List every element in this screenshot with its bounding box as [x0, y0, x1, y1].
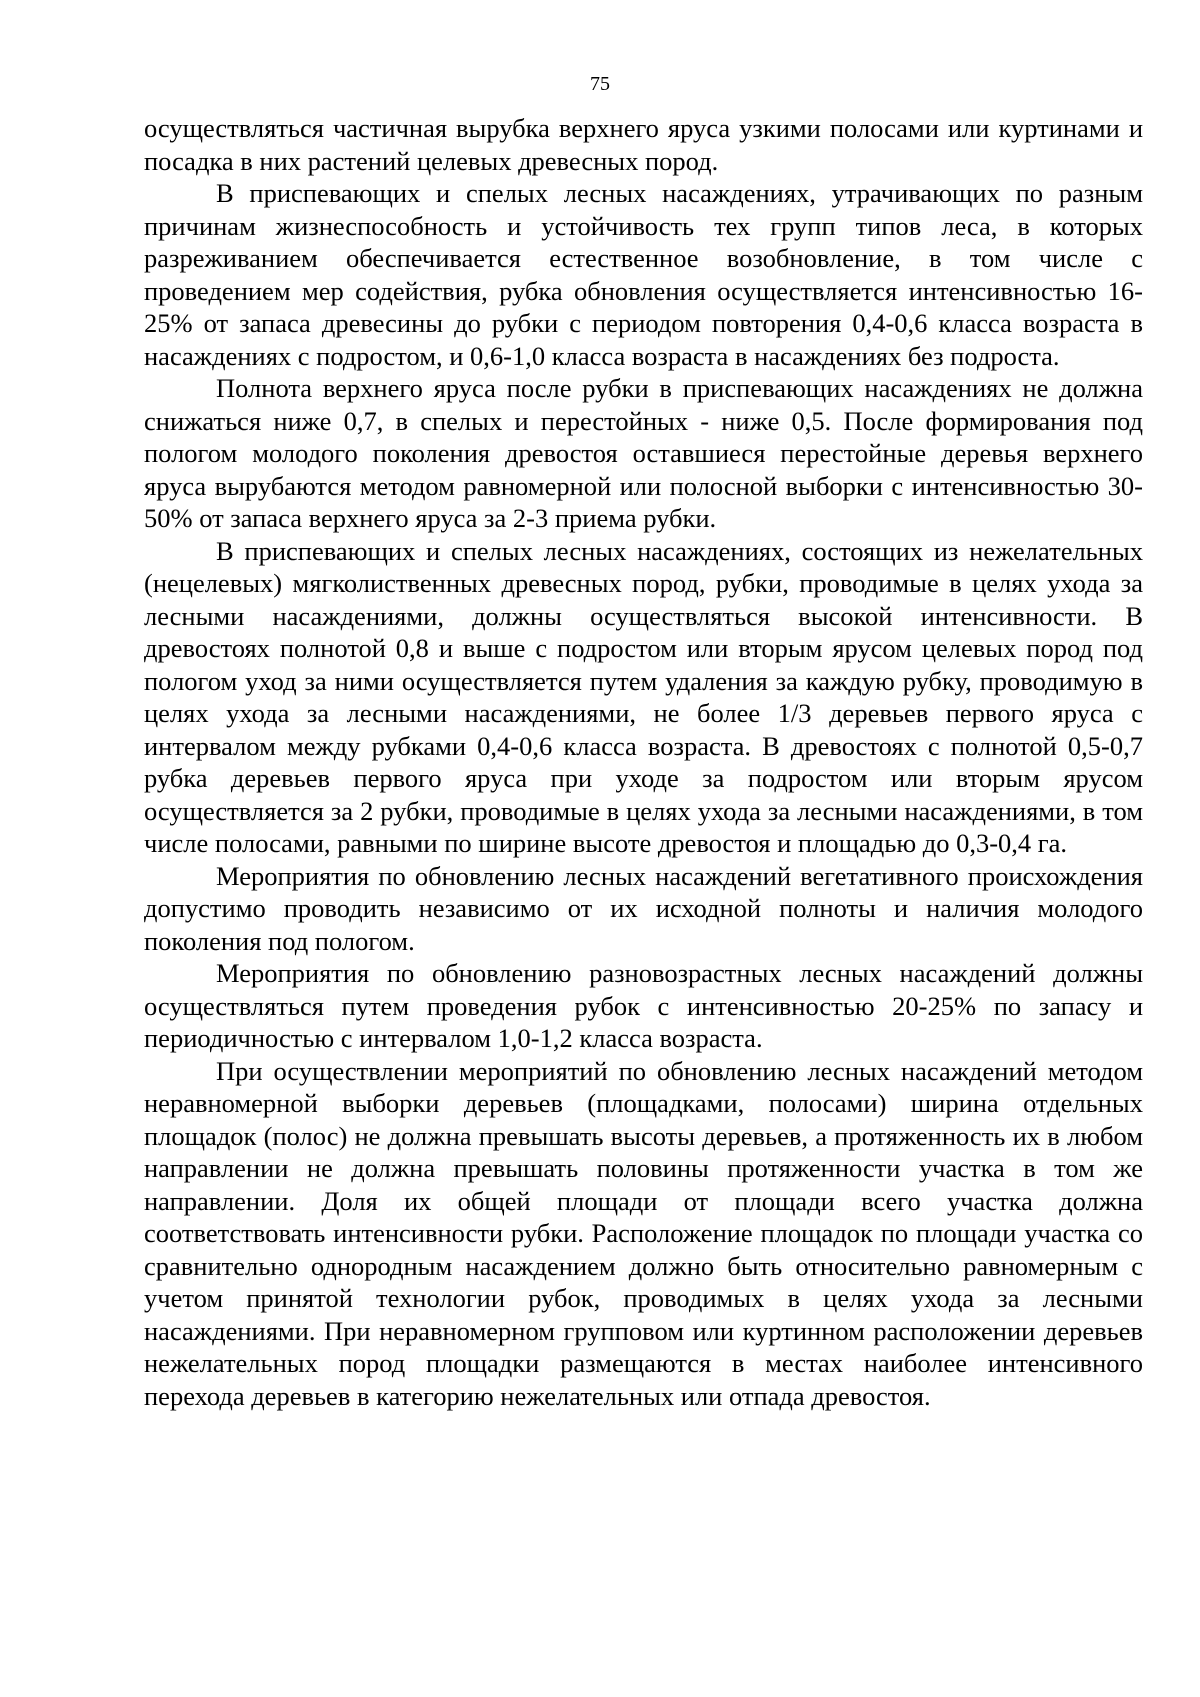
paragraph-vegetative-origin: Мероприятия по обновлению лесных насаждений вегетативного происхождения допустимо проводить независимо от их исходной полноты и наличия молодого поколения под пологом. [144, 860, 1143, 956]
paragraph-continuation: осуществляться частичная вырубка верхнего яруса узкими полосами или куртинами и посадка в них растений целевых древесных пород. [144, 113, 1143, 176]
paragraph-upper-tier-density: Полнота верхнего яруса после рубки в приспевающих насаждениях не должна снижаться ниже 0,7, в спелых и перестойных - ниже 0,5. После формирования под пологом молодого поколения древостоя оставшиеся перестойные деревья верхнего яруса вырубаются методом равномерной или полосной выборки с интенсивностью 30-50% от запаса верхнего яруса за 2-3 приема рубки. [144, 373, 1143, 533]
paragraph-renewal-felling-intensity: В приспевающих и спелых лесных насаждениях, утрачивающих по разным причинам жизнеспособность и устойчивость тех групп типов леса, в которых разреживанием обеспечивается естественное возобновление, в том числе с проведением мер содействия, рубка обновления осуществляется интенсивностью 16-25% от запаса древесины до рубки с периодом повторения 0,4-0,6 класса возраста в насаждениях с подростом, и 0,6-1,0 класса возраста в насаждениях без подроста. [144, 178, 1143, 371]
paragraph-uneven-aged-stands: Мероприятия по обновлению разновозрастных лесных насаждений должны осуществляться путем проведения рубок с интенсивностью 20-25% по запасу и периодичностью с интервалом 1,0-1,2 класса возраста. [144, 958, 1143, 1053]
paragraph-uneven-selection-method: При осуществлении мероприятий по обновлению лесных насаждений методом неравномерной выборки деревьев (площадками, полосами) ширина отдельных площадок (полос) не должна превышать высоты деревьев, а протяженность их в любом направлении не должна превышать половины протяженности участка в том же направлении. Доля их общей площади от площади всего участка должна соответствовать интенсивности рубки. Расположение площадок по площади участка со сравнительно однородным насаждением должно быть относительно равномерным с учетом принятой технологии рубок, проводимых в целях ухода за лесными насаждениями. При неравномерном групповом или куртинном расположении деревьев нежелательных пород площадки размещаются в местах наиболее интенсивного перехода деревьев в категорию нежелательных или отпада древостоя. [144, 1055, 1143, 1411]
page-number: 75 [590, 73, 610, 95]
paragraph-softwood-stands: В приспевающих и спелых лесных насаждениях, состоящих из нежелательных (нецелевых) мягколиственных древесных пород, рубки, проводимые в целях ухода за лесными насаждениями, должны осуществляться высокой интенсивности. В древостоях полнотой 0,8 и выше с подростом или вторым ярусом целевых пород под пологом уход за ними осуществляется путем удаления за каждую рубку, проводимую в целях ухода за лесными насаждениями, не более 1/3 деревьев первого яруса с интервалом между рубками 0,4-0,6 класса возраста. В древостоях с полнотой 0,5-0,7 рубка деревьев первого яруса при уходе за подростом или вторым ярусом осуществляется за 2 рубки, проводимые в целях ухода за лесными насаждениями, в том числе полосами, равными по ширине высоте древостоя и площадью до 0,3-0,4 га. [144, 535, 1143, 858]
body-text [144, 112, 1143, 1412]
